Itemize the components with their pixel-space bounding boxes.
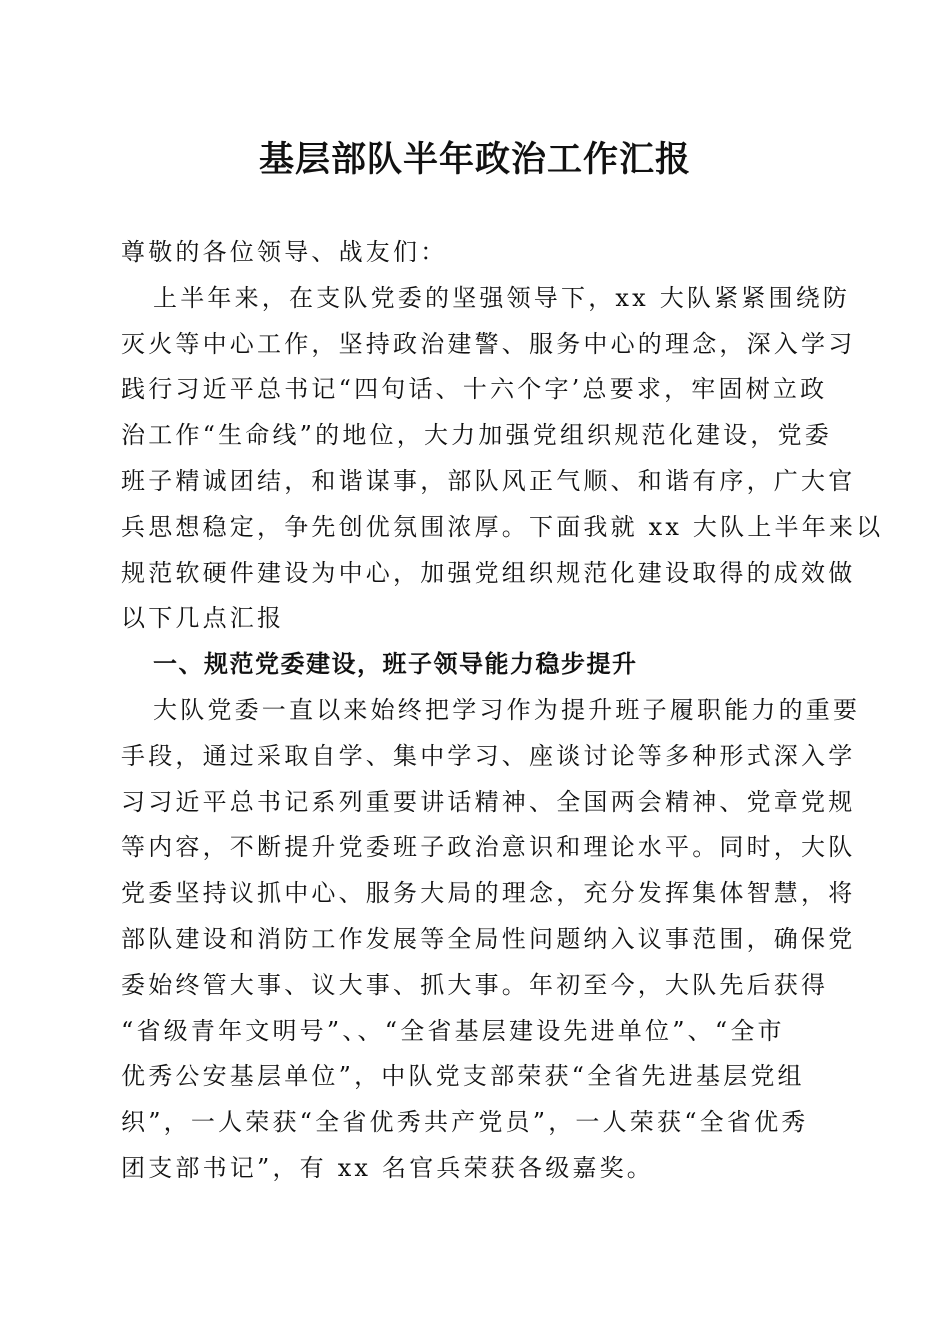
section1-line: 党委坚持议抓中心、服务大局的理念，充分发挥集体智慧，将	[121, 879, 856, 908]
document-body	[121, 230, 884, 1192]
intro-line: 上半年来，在支队党委的坚强领导下，xx 大队紧紧围绕防	[153, 283, 851, 312]
intro-line: 兵思想稳定，争先创优氛围浓厚。下面我就 xx 大队上半年来以	[121, 512, 884, 541]
section1-line: 大队党委一直以来始终把学习作为提升班子履职能力的重要	[153, 695, 861, 724]
section1-line: 部队建设和消防工作发展等全局性问题纳入议事范围，确保党	[121, 924, 856, 953]
section1-line: “省级青年文明号”、、“全省基层建设先进单位”、“全市	[121, 1016, 785, 1045]
section1-line: 团支部书记”，有 xx 名官兵荣获各级嘉奖。	[121, 1153, 654, 1182]
section1-line: 委始终管大事、议大事、抓大事。年初至今，大队先后获得	[121, 970, 829, 999]
section1-line: 等内容，不断提升党委班子政治意识和理论水平。同时，大队	[121, 833, 856, 862]
section1-line: 习习近平总书记系列重要讲话精神、全国两会精神、党章党规	[121, 787, 856, 816]
intro-line: 班子精诚团结，和谐谋事，部队风正气顺、和谐有序，广大官	[121, 466, 856, 495]
intro-line: 以下几点汇报	[121, 604, 285, 633]
intro-line: 治工作“生命线”的地位，大力加强党组织规范化建设，党委	[121, 421, 832, 450]
intro-paragraph	[121, 276, 884, 642]
section1-paragraph	[121, 688, 861, 1192]
salutation: 尊敬的各位领导、战友们：	[121, 238, 448, 266]
document-title: 基层部队半年政治工作汇报	[258, 139, 691, 180]
section-heading: 一、规范党委建设，班子领导能力稳步提升	[153, 650, 638, 679]
intro-line: 灭火等中心工作，坚持政治建警、服务中心的理念，深入学习	[121, 329, 856, 358]
section1-line: 织”，一人荣获“全省优秀共产党员”，一人荣获“全省优秀	[121, 1108, 809, 1137]
intro-line: 规范软硬件建设为中心，加强党组织规范化建设取得的成效做	[121, 558, 856, 587]
section1-line: 手段，通过采取自学、集中学习、座谈讨论等多种形式深入学	[121, 741, 856, 770]
section1-line: 优秀公安基层单位”，中队党支部荣获“全省先进基层党组	[121, 1062, 805, 1091]
intro-line: 践行习近平总书记“四句话、十六个字’总要求，牢固树立政	[121, 375, 828, 404]
